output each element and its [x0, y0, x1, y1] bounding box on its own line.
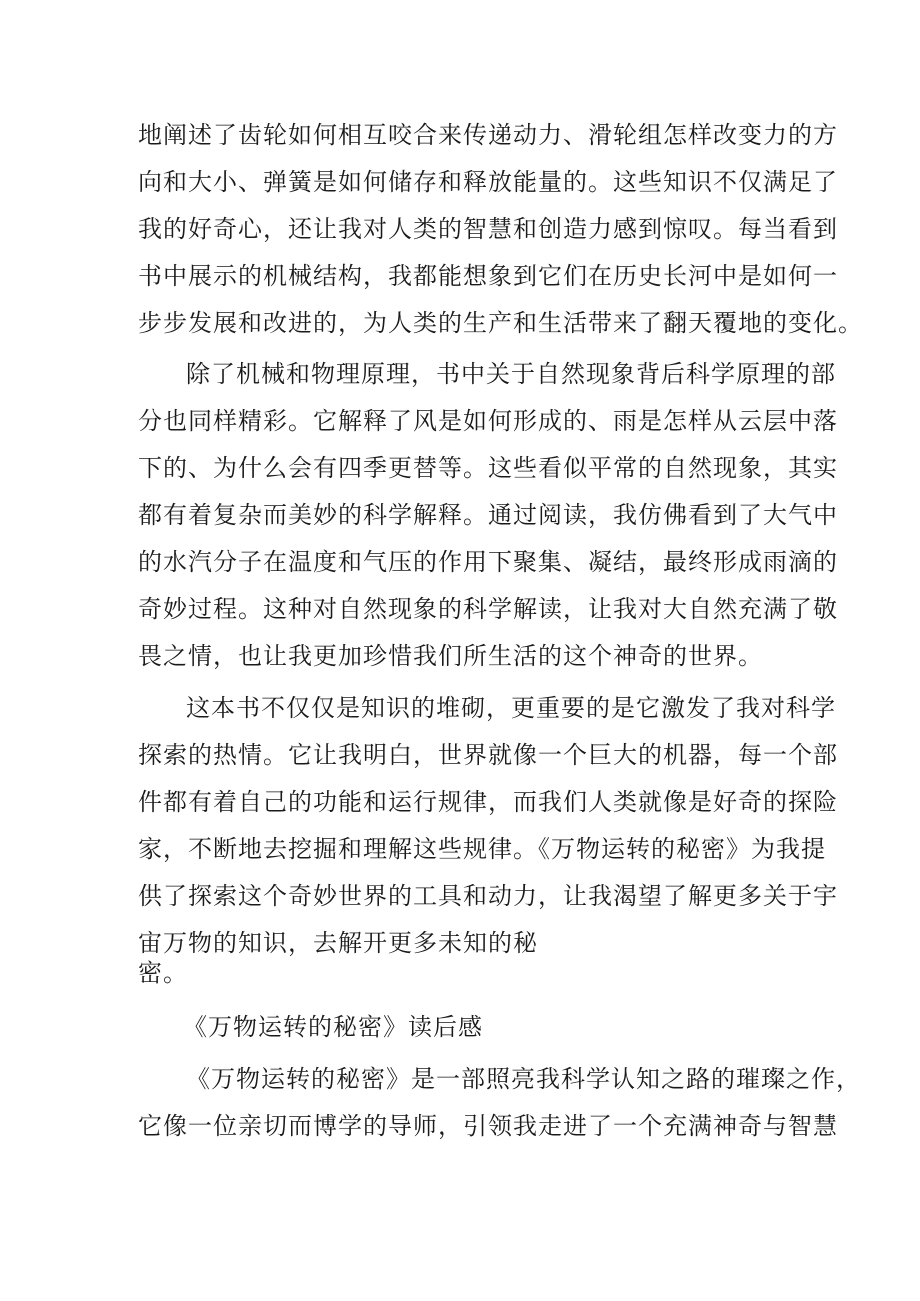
paragraph-4-line-1: 《万物运转的秘密》是一部照亮我科学认知之路的璀璨之作， — [186, 1065, 861, 1093]
paragraph-1-line-3: 我的好奇心，还让我对人类的智慧和创造力感到惊叹。每当看到 — [138, 215, 838, 243]
paragraph-2-line-1: 除了机械和物理原理，书中关于自然现象背后科学原理的部 — [186, 360, 836, 388]
paragraph-1-line-5: 步步发展和改进的，为人类的生产和生活带来了翻天覆地的变化。 — [138, 309, 863, 337]
paragraph-3-line-5: 供了探索这个奇妙世界的工具和动力，让我渴望了解更多关于宇 — [138, 882, 838, 910]
section-heading: 《万物运转的秘密》读后感 — [183, 1013, 483, 1041]
paragraph-1-line-2: 向和大小、弹簧是如何储存和释放能量的。这些知识不仅满足了 — [138, 168, 838, 196]
paragraph-3-line-7: 密。 — [138, 959, 188, 987]
paragraph-2-line-4: 都有着复杂而美妙的科学解释。通过阅读，我仿佛看到了大气中 — [138, 501, 838, 529]
paragraph-3-line-4: 家，不断地去挖掘和理解这些规律。《万物运转的秘密》为我提 — [138, 835, 826, 863]
paragraph-3-line-1: 这本书不仅仅是知识的堆砌，更重要的是它激发了我对科学 — [186, 694, 836, 722]
paragraph-4-line-2: 它像一位亲切而博学的导师，引领我走进了一个充满神奇与智慧 — [138, 1112, 838, 1140]
paragraph-2-line-6: 奇妙过程。这种对自然现象的科学解读，让我对大自然充满了敬 — [138, 595, 838, 623]
paragraph-3-line-6: 宙万物的知识，去解开更多未知的秘 — [138, 929, 538, 957]
paragraph-3-line-3: 件都有着自己的功能和运行规律，而我们人类就像是好奇的探险 — [138, 788, 838, 816]
paragraph-1-line-1: 地阐述了齿轮如何相互咬合来传递动力、滑轮组怎样改变力的方 — [138, 121, 838, 149]
paragraph-2-line-5: 的水汽分子在温度和气压的作用下聚集、凝结，最终形成雨滴的 — [138, 548, 838, 576]
paragraph-3-line-2: 探索的热情。它让我明白，世界就像一个巨大的机器，每一个部 — [138, 741, 838, 769]
paragraph-2-line-2: 分也同样精彩。它解释了风是如何形成的、雨是怎样从云层中落 — [138, 407, 838, 435]
paragraph-1-line-4: 书中展示的机械结构，我都能想象到它们在历史长河中是如何一 — [138, 262, 838, 290]
paragraph-2-line-7: 畏之情，也让我更加珍惜我们所生活的这个神奇的世界。 — [138, 642, 763, 670]
paragraph-2-line-3: 下的、为什么会有四季更替等。这些看似平常的自然现象，其实 — [138, 454, 838, 482]
